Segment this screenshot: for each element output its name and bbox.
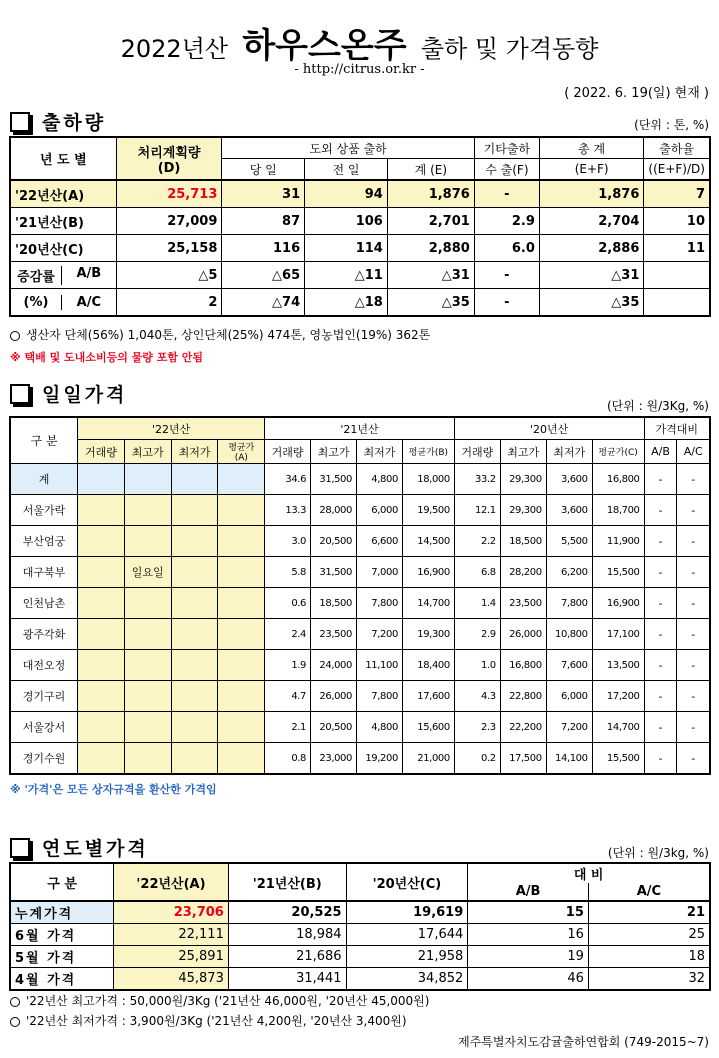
header-rate-sub: ((E+F)/D) xyxy=(644,159,710,181)
table-row: 누계가격 23,706 20,525 19,619 15 21 xyxy=(10,901,710,924)
table-row: '22년산(A) 25,713 31 94 1,876 - 1,876 7 xyxy=(10,180,710,208)
table-row: 경기구리 4.7 26,000 7,800 17,600 4.3 22,800 6,000 17,200 - - xyxy=(10,681,710,712)
header-gubun: 구 분 xyxy=(10,417,78,464)
header-rate: 출하율 xyxy=(644,137,710,159)
header-total-sub: (E+F) xyxy=(539,159,643,181)
as-of-date: ( 2022. 6. 19(일) 현재 ) xyxy=(564,86,709,101)
table-row: 4월 가격 45,873 31,441 34,852 46 32 xyxy=(10,968,710,991)
header-y22: '22년산(A) xyxy=(114,863,229,901)
section-daily-title: 일일가격 xyxy=(42,384,128,406)
header-export: 수 출(F) xyxy=(474,159,539,181)
yearly-note-1: '22년산 최고가격 : 50,000원/3Kg ('21년산 46,000원, '20년산 45,000원) xyxy=(10,992,429,1009)
section-yearly-header xyxy=(10,834,149,861)
header-cmp: 대 비 xyxy=(468,863,710,883)
shipment-note-2: ※ 택배 및 도내소비등의 물량 포함 안됨 xyxy=(10,351,204,364)
title-brand: 하우스온주 xyxy=(242,26,407,66)
header-gubun: 구 분 xyxy=(10,863,114,901)
table-row: '20년산(C) 25,158 116 114 2,880 6.0 2,886 11 xyxy=(10,235,710,262)
shipment-unit: (단위 : 톤, %) xyxy=(634,118,709,132)
table-row: 경기수원 0.8 23,000 19,200 21,000 0.2 17,500 14,100 15,500 - - xyxy=(10,743,710,775)
footer-org: 제주특별자치도감귤출하연합회 (749-2015~7) xyxy=(458,1035,709,1049)
circle-bullet-icon xyxy=(10,331,20,341)
title-year: 2022년산 xyxy=(120,35,229,63)
holiday-label: 일요일 xyxy=(124,557,171,588)
circle-bullet-icon xyxy=(10,997,20,1007)
section-daily-header xyxy=(10,380,127,407)
change-label: 증감률 xyxy=(17,269,55,285)
shipment-note-1: 생산자 단체(56%) 1,040톤, 상인단체(25%) 474톤, 영농법인(19%) 362톤 xyxy=(10,326,430,343)
section-shipment-header xyxy=(10,108,106,135)
table-row: 대구북부 일요일 5.8 31,500 7,000 16,900 6.8 28,200 6,200 15,500 - - xyxy=(10,557,710,588)
checkbox-square-icon xyxy=(10,838,30,858)
table-row: 증감률 A/B △5 △65 △11 △31 - △31 xyxy=(10,262,710,289)
table-row: 인천남촌 0.6 18,500 7,800 14,700 1.4 23,500 7,800 16,900 - - xyxy=(10,588,710,619)
section-yearly-title: 연도별가격 xyxy=(42,838,149,860)
table-row: '21년산(B) 27,009 87 106 2,701 2.9 2,704 10 xyxy=(10,208,710,235)
header-y21: '21년산(B) xyxy=(228,863,346,901)
daily-price-table: 구 분 '22년산 '21년산 '20년산 가격대비 거래량 최고가 최저가 평균가(A) 거래량 최고가 최저가 평균가(B) 거래량 최고가 최저가 평균가(C) A/B A/C 계 34.6 31,500 4,800 18,000 33.2 29,300 3,600 16,800 - - 서울가락 13.3 28,000 6,000 19,500 12.1 29,300 3,600 18,700 - - 부산엄궁 3.0 20,500 6,600 14,500 2.2 18,500 5,500 11,900 - - 대구북부 일요일 5.8 31,500 7,000 16,900 6.8 28,200 6,200 15,500 - - 인천남촌 0.6 18,500 7,800 14,700 1.4 23,500 7,800 16,900 - - 광주각화 2.4 23,500 7,200 19,300 2.9 26,000 10,800 17,100 - - 대전오정 1.9 24,000 11,100 18,400 1.0 16,800 7,600 13,500 - - 경기구리 4.7 26,000 7,800 17,600 4.3 22,800 6,000 17,200 - - 서울강서 2.1 20,500 4,800 15,600 2.3 22,200 7,200 14,700 - - 경기수원 0.8 23,000 19,200 21,000 0.2 17,500 14,100 15,500 - - xyxy=(9,416,711,775)
header-cmp: 가격대비 xyxy=(644,417,710,440)
header-y20: '20년산(C) xyxy=(346,863,468,901)
title-rest: 출하 및 가격동향 xyxy=(420,35,599,63)
site-url: - http://citrus.or.kr - xyxy=(294,62,425,77)
yearly-price-table: 구 분 '22년산(A) '21년산(B) '20년산(C) 대 비 A/B A/C 누계가격 23,706 20,525 19,619 15 21 6월 가격 22,111 18,984 17,644 16 25 5월 가격 25,891 21,686 21,958 19 18 4월 가격 45,873 31,441 34,852 46 32 xyxy=(9,862,711,991)
yearly-note-2: '22년산 최저가격 : 3,900원/3Kg ('21년산 4,200원, '20년산 3,400원) xyxy=(10,1012,407,1029)
table-row: 5월 가격 25,891 21,686 21,958 19 18 xyxy=(10,946,710,968)
checkbox-square-icon xyxy=(10,384,30,404)
header-y20: '20년산 xyxy=(454,417,644,440)
table-row: 6월 가격 22,111 18,984 17,644 16 25 xyxy=(10,924,710,946)
section-shipment-title: 출하량 xyxy=(42,112,107,134)
pct-label: (%) xyxy=(23,294,49,310)
shipment-table xyxy=(9,136,711,317)
header-year: 년 도 별 xyxy=(10,137,116,180)
header-prev: 전 일 xyxy=(305,159,388,181)
yearly-unit: (단위 : 원/3kg, %) xyxy=(607,846,709,860)
header-plan: 처리계획량 (D) xyxy=(116,137,222,180)
page-title xyxy=(0,18,719,67)
header-other: 기타출하 xyxy=(474,137,539,159)
table-row: 광주각화 2.4 23,500 7,200 19,300 2.9 26,000 10,800 17,100 - - xyxy=(10,619,710,650)
circle-bullet-icon xyxy=(10,1017,20,1027)
table-row: 대전오정 1.9 24,000 11,100 18,400 1.0 16,800 7,600 13,500 - - xyxy=(10,650,710,681)
header-y21: '21년산 xyxy=(265,417,455,440)
header-y22: '22년산 xyxy=(78,417,265,440)
table-row: (%) A/C 2 △74 △18 △35 - △35 xyxy=(10,289,710,317)
header-total: 총 계 xyxy=(539,137,643,159)
checkbox-square-icon xyxy=(10,112,30,132)
header-sum: 계 (E) xyxy=(387,159,474,181)
daily-unit: (단위 : 원/3Kg, %) xyxy=(606,399,709,413)
header-today: 당 일 xyxy=(222,159,305,181)
table-row: 계 34.6 31,500 4,800 18,000 33.2 29,300 3,600 16,800 - - xyxy=(10,464,710,495)
table-row: 서울강서 2.1 20,500 4,800 15,600 2.3 22,200 7,200 14,700 - - xyxy=(10,712,710,743)
table-row: 부산엄궁 3.0 20,500 6,600 14,500 2.2 18,500 5,500 11,900 - - xyxy=(10,526,710,557)
table-row: 서울가락 13.3 28,000 6,000 19,500 12.1 29,300 3,600 18,700 - - xyxy=(10,495,710,526)
daily-note: ※ '가격'은 모든 상자규격을 환산한 가격임 xyxy=(10,783,217,796)
header-domestic: 도외 상품 출하 xyxy=(222,137,474,159)
